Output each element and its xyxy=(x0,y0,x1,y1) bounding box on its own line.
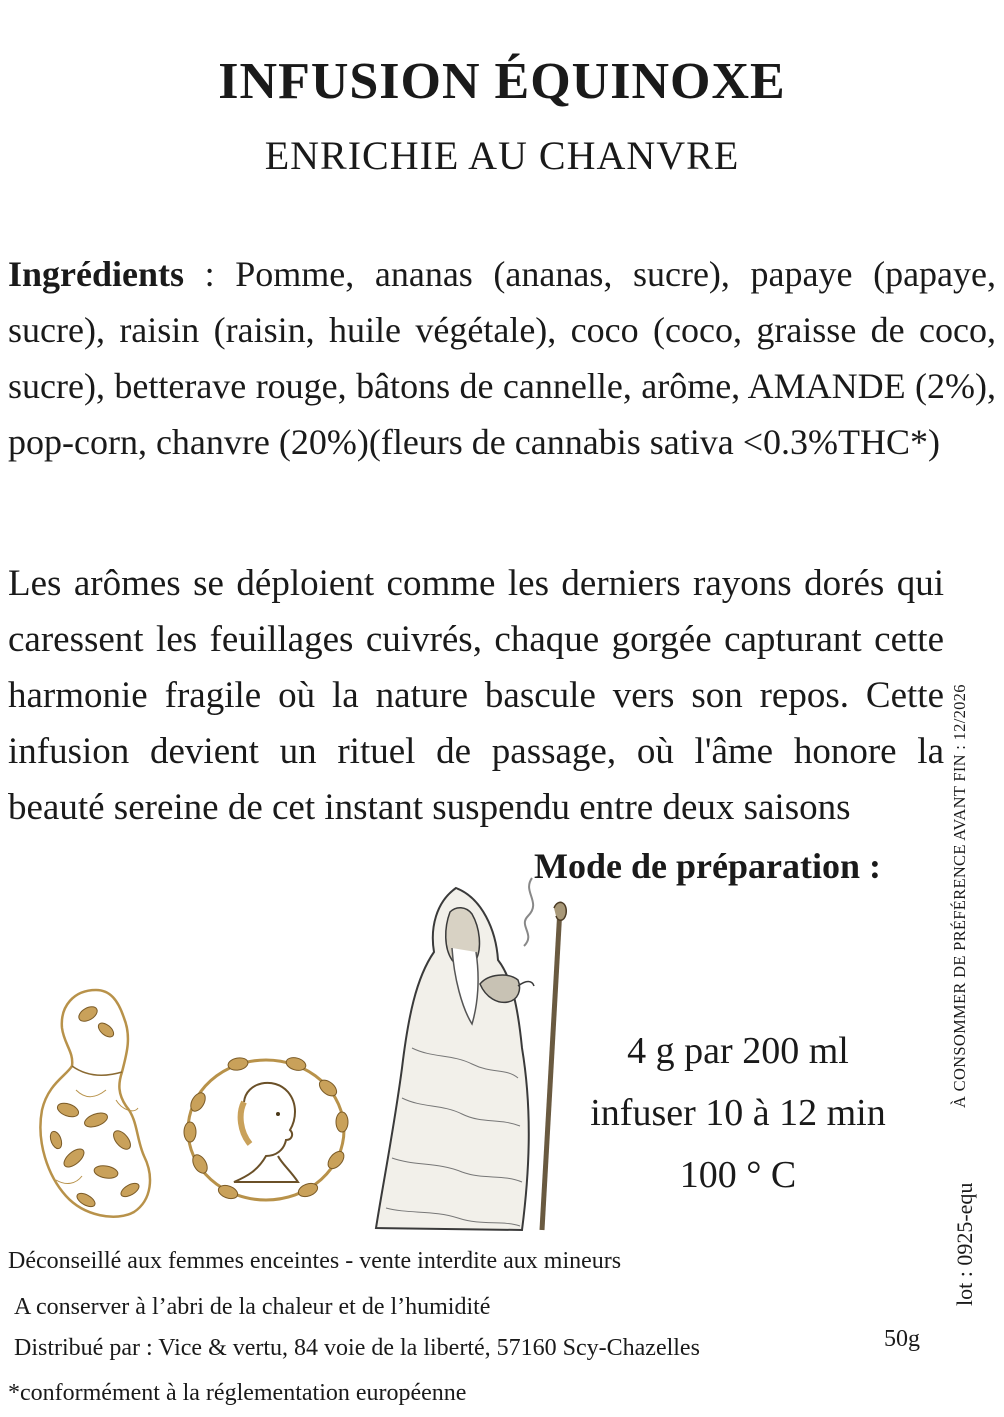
preparation-time: infuser 10 à 12 min xyxy=(590,1092,886,1134)
product-title: INFUSION ÉQUINOXE xyxy=(218,53,786,110)
distributor-text: Distribué par : Vice & vertu, 84 voie de la liberté, 57160 Scy-Chazelles xyxy=(14,1335,700,1361)
ingredients-label: Ingrédients xyxy=(8,254,185,294)
preparation-temperature: 100 ° C xyxy=(679,1154,797,1196)
preparation-title: Mode de préparation : xyxy=(534,846,881,886)
preparation-instructions xyxy=(560,1020,916,1206)
best-before-date: À CONSOMMER DE PRÉFÉRENCE AVANT FIN : 12/2026 xyxy=(950,684,969,1108)
child-portrait-wreath-illustration xyxy=(178,1052,356,1208)
pregnant-woman-leaf-illustration xyxy=(26,980,166,1230)
lot-number: lot : 0925-equ xyxy=(952,1182,977,1306)
wizard-with-tea-illustration xyxy=(372,868,578,1240)
product-description: Les arômes se déploient comme les derniers rayons dorés qui caressent les feuillages cuivrés, chaque gorgée capturant cette harmonie fragile où la nature bascule vers son repos. Cette infusion devient un rituel de passage, où l'âme honore la beauté sereine de cet instant suspendu entre deux saisons xyxy=(8,563,944,828)
storage-text: A conserver à l’abri de la chaleur et de l’humidité xyxy=(14,1294,491,1320)
regulation-note: *conformément à la réglementation européenne xyxy=(8,1380,467,1406)
net-weight: 50g xyxy=(884,1326,920,1352)
product-subtitle: ENRICHIE AU CHANVRE xyxy=(264,133,740,178)
warning-text: Déconseillé aux femmes enceintes - vente interdite aux mineurs xyxy=(8,1248,622,1274)
ingredients-block xyxy=(8,246,996,470)
ingredients-text: : Pomme, ananas (ananas, sucre), papaye (papaye, sucre), raisin (raisin, huile végétale), coco (coco, graisse de coco, sucre), betterave rouge, bâtons de cannelle, arôme, AMANDE (2%), pop-corn, chanvre (20%)(fleurs de cannabis sativa <0.3%THC*) xyxy=(8,254,996,462)
preparation-dose: 4 g par 200 ml xyxy=(627,1030,849,1072)
